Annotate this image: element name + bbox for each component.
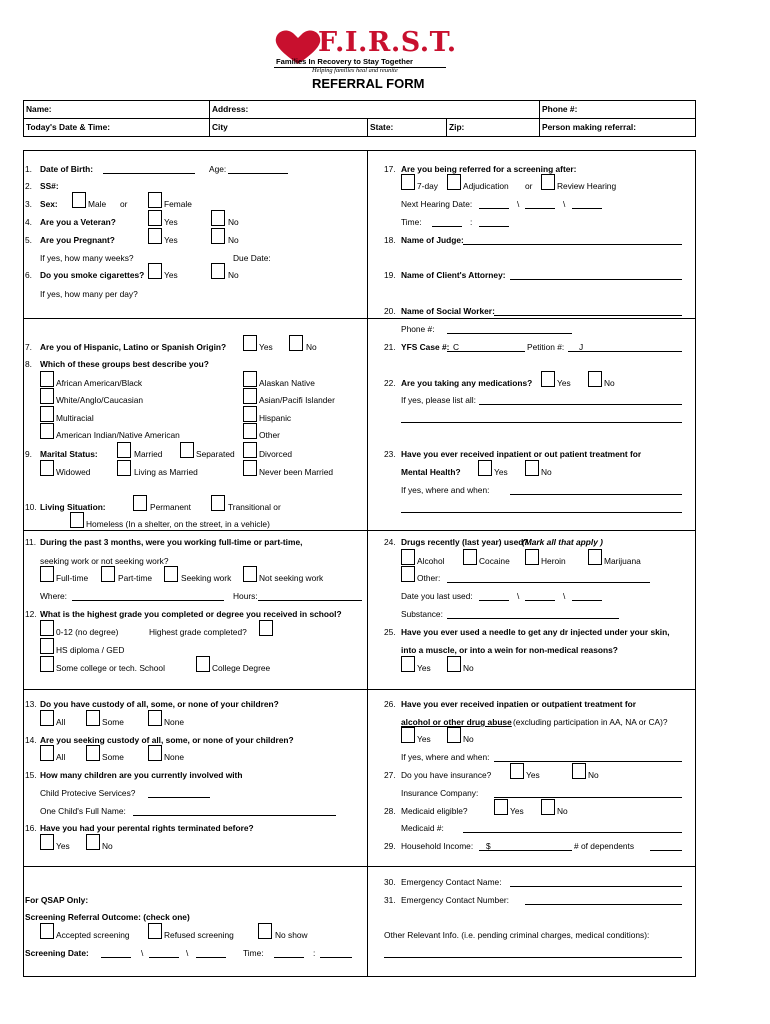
medicaid-label: Medicaid eligible? bbox=[401, 806, 468, 816]
form-title: REFERRAL FORM bbox=[312, 76, 425, 91]
other-info-label: Other Relevant Info. (i.e. pending criminal charges, medical conditions): bbox=[384, 930, 650, 940]
working-label: During the past 3 months, were you working full-time or part-time, bbox=[40, 537, 303, 547]
household-income-field[interactable] bbox=[479, 850, 572, 851]
no-show-checkbox[interactable] bbox=[258, 923, 272, 939]
edu-college-degree-checkbox[interactable] bbox=[196, 656, 210, 672]
dependents-label: # of dependents bbox=[574, 841, 635, 851]
weeks-label: If yes, how many weeks? bbox=[40, 253, 134, 263]
refused-screening-checkbox[interactable] bbox=[148, 923, 162, 939]
other-drug-checkbox[interactable] bbox=[401, 566, 415, 582]
drugs-label: Drugs recently (last year) used? bbox=[401, 537, 529, 547]
smoke-yes-checkbox[interactable] bbox=[148, 263, 162, 279]
section-divider-2 bbox=[23, 530, 696, 531]
phone-label: Phone #: bbox=[542, 104, 578, 114]
last-used-year-field[interactable] bbox=[572, 600, 602, 601]
custody-all-checkbox[interactable] bbox=[40, 710, 54, 726]
female-checkbox[interactable] bbox=[148, 192, 162, 208]
children-cps-label: How many children are you currently involved with bbox=[40, 770, 243, 780]
hearing-month-field[interactable] bbox=[479, 208, 509, 209]
edu-0-12-checkbox[interactable] bbox=[40, 620, 54, 636]
top-table-row-divider bbox=[23, 118, 696, 119]
dob-field[interactable] bbox=[103, 173, 195, 174]
hearing-year-field[interactable] bbox=[572, 208, 602, 209]
group-other-checkbox[interactable] bbox=[243, 423, 257, 439]
where-field[interactable] bbox=[72, 600, 224, 601]
dollar-sign: $ bbox=[486, 841, 491, 851]
screening-hour-field[interactable] bbox=[274, 957, 304, 958]
emergency-contact-number-field[interactable] bbox=[525, 904, 682, 905]
insurance-yes-checkbox[interactable] bbox=[510, 763, 524, 779]
petition-field[interactable] bbox=[568, 351, 682, 352]
insurance-company-label: Insurance Company: bbox=[401, 788, 479, 798]
custody-none-checkbox[interactable] bbox=[148, 710, 162, 726]
hours-label: Hours: bbox=[233, 591, 258, 601]
widowed-checkbox[interactable] bbox=[40, 460, 54, 476]
group-american-indian-checkbox[interactable] bbox=[40, 423, 54, 439]
person-referral-label: Person making referral: bbox=[542, 122, 637, 132]
custody-some-checkbox[interactable] bbox=[86, 710, 100, 726]
marital-label: Marital Status: bbox=[40, 449, 98, 459]
cps-count-field[interactable] bbox=[148, 797, 210, 798]
homeless-checkbox[interactable] bbox=[70, 512, 84, 528]
living-as-married-checkbox[interactable] bbox=[117, 460, 131, 476]
drugs-note: (Mark all that apply ) bbox=[522, 537, 603, 547]
logo-text: F.I.R.S.T. bbox=[318, 27, 457, 58]
edu-some-college-checkbox[interactable] bbox=[40, 656, 54, 672]
other-info-field[interactable] bbox=[384, 957, 682, 958]
veteran-no-checkbox[interactable] bbox=[211, 210, 225, 226]
attorney-label: Name of Client's Attorney: bbox=[401, 270, 506, 280]
transitional-checkbox[interactable] bbox=[211, 495, 225, 511]
separated-checkbox[interactable] bbox=[180, 442, 194, 458]
medicaid-yes-checkbox[interactable] bbox=[494, 799, 508, 815]
address-label: Address: bbox=[212, 104, 249, 114]
due-date-label: Due Date: bbox=[233, 253, 271, 263]
social-worker-field[interactable] bbox=[494, 315, 682, 316]
mh-where-when-field-1[interactable] bbox=[510, 494, 682, 495]
petition-prefix: J bbox=[579, 342, 584, 352]
section-divider-3 bbox=[23, 689, 696, 690]
screening-day-field[interactable] bbox=[149, 957, 179, 958]
medications-label: Are you taking any medications? bbox=[401, 378, 533, 388]
dependents-field[interactable] bbox=[650, 850, 682, 851]
seeking-custody-label: Are you seeking custody of all, some, or none of your children? bbox=[40, 735, 294, 745]
insurance-label: Do you have insurance? bbox=[401, 770, 492, 780]
emergency-contact-number-label: Emergency Contact Number: bbox=[401, 895, 509, 905]
city-label: City bbox=[212, 122, 228, 132]
alcohol-checkbox[interactable] bbox=[401, 549, 415, 565]
substance-treatment-label: Have you ever received inpatien or outpatient treatment for bbox=[401, 699, 637, 709]
screening-date-label: Screening Date: bbox=[25, 948, 89, 958]
screening-time-label: Time: bbox=[243, 948, 264, 958]
insurance-company-field[interactable] bbox=[494, 797, 682, 798]
date-time-label: Today's Date & Time: bbox=[26, 122, 111, 132]
mental-health-yes-checkbox[interactable] bbox=[478, 460, 492, 476]
household-income-label: Household Income: bbox=[401, 841, 474, 851]
group-asian-checkbox[interactable] bbox=[243, 388, 257, 404]
last-used-day-field[interactable] bbox=[525, 600, 555, 601]
seeking-none-checkbox[interactable] bbox=[148, 745, 162, 761]
smoke-no-checkbox[interactable] bbox=[211, 263, 225, 279]
seeking-some-checkbox[interactable] bbox=[86, 745, 100, 761]
accepted-screening-checkbox[interactable] bbox=[40, 923, 54, 939]
seeking-work-checkbox[interactable] bbox=[164, 566, 178, 582]
alcohol-drug-abuse-label: alcohol or other drug abuse bbox=[401, 717, 512, 727]
where-label: Where: bbox=[40, 591, 67, 601]
group-hispanic-checkbox[interactable] bbox=[243, 406, 257, 422]
hearing-day-field[interactable] bbox=[525, 208, 555, 209]
social-worker-label: Name of Social Worker: bbox=[401, 306, 495, 316]
permanent-checkbox[interactable] bbox=[133, 495, 147, 511]
age-field[interactable] bbox=[228, 173, 288, 174]
zip-label: Zip: bbox=[449, 122, 465, 132]
section-divider-4 bbox=[23, 866, 696, 867]
pregnant-no-checkbox[interactable] bbox=[211, 228, 225, 244]
group-alaskan-native-checkbox[interactable] bbox=[243, 371, 257, 387]
screening-year-field[interactable] bbox=[196, 957, 226, 958]
edu-hs-diploma-checkbox[interactable] bbox=[40, 638, 54, 654]
next-hearing-label: Next Hearing Date: bbox=[401, 199, 473, 209]
hearing-time-label: Time: bbox=[401, 217, 422, 227]
hispanic-no-checkbox[interactable] bbox=[289, 335, 303, 351]
custody-label: Do you have custody of all, some, or none of your children? bbox=[40, 699, 279, 709]
hours-field[interactable] bbox=[258, 600, 362, 601]
married-checkbox[interactable] bbox=[117, 442, 131, 458]
treatment-label: Have you ever received inpatient or out patient treatment for bbox=[401, 449, 642, 459]
sw-phone-label: Phone #: bbox=[401, 324, 435, 334]
medications-list-field-1[interactable] bbox=[479, 404, 682, 405]
sex-label: Sex: bbox=[40, 199, 58, 209]
hispanic-label: Are you of Hispanic, Latino or Spanish Origin? bbox=[40, 342, 227, 352]
logo-subtagline: Helping families heal and reunite bbox=[312, 67, 398, 74]
divorced-checkbox[interactable] bbox=[243, 442, 257, 458]
part-time-checkbox[interactable] bbox=[101, 566, 115, 582]
mental-health-no-checkbox[interactable] bbox=[525, 460, 539, 476]
medications-yes-checkbox[interactable] bbox=[541, 371, 555, 387]
outcome-label: Screening Referral Outcome: (check one) bbox=[25, 912, 190, 922]
emergency-contact-name-label: Emergency Contact Name: bbox=[401, 877, 502, 887]
mental-health-label: Mental Health? bbox=[401, 467, 461, 477]
per-day-label: If yes, how many per day? bbox=[40, 289, 138, 299]
needle-label: Have you ever used a needle to get any dr injected under your skin, bbox=[401, 627, 670, 637]
education-label: What is the highest grade you completed or degree you received in school? bbox=[40, 609, 342, 619]
rights-no-checkbox[interactable] bbox=[86, 834, 100, 850]
pregnant-yes-checkbox[interactable] bbox=[148, 228, 162, 244]
substance-label: Substance: bbox=[401, 609, 443, 619]
date-last-used-label: Date you last used: bbox=[401, 591, 473, 601]
needle-no-checkbox[interactable] bbox=[447, 656, 461, 672]
treatment-where-when-field[interactable] bbox=[494, 761, 682, 762]
hearing-minute-field[interactable] bbox=[479, 226, 509, 227]
group-multiracial-checkbox[interactable] bbox=[40, 406, 54, 422]
cocaine-checkbox[interactable] bbox=[463, 549, 477, 565]
state-label: State: bbox=[370, 122, 394, 132]
dob-label: Date of Birth: bbox=[40, 164, 94, 174]
age-label: Age: bbox=[209, 164, 227, 174]
logo-tagline: Families In Recovery to Stay Together bbox=[276, 57, 414, 66]
never-married-checkbox[interactable] bbox=[243, 460, 257, 476]
hearing-hour-field[interactable] bbox=[432, 226, 462, 227]
parental-rights-label: Have you had your perental rights terminated before? bbox=[40, 823, 254, 833]
other-drug-field[interactable] bbox=[447, 582, 650, 583]
group-african-american-checkbox[interactable] bbox=[40, 371, 54, 387]
adjudication-checkbox[interactable] bbox=[447, 174, 461, 190]
child-name-field[interactable] bbox=[133, 815, 336, 816]
group-white-checkbox[interactable] bbox=[40, 388, 54, 404]
needle-yes-checkbox[interactable] bbox=[401, 656, 415, 672]
medications-no-checkbox[interactable] bbox=[588, 371, 602, 387]
not-seeking-work-checkbox[interactable] bbox=[243, 566, 257, 582]
screening-month-field[interactable] bbox=[101, 957, 131, 958]
screening-after-label: Are you being referred for a screening after: bbox=[401, 164, 577, 174]
judge-field[interactable] bbox=[463, 244, 682, 245]
list-all-label: If yes, please list all: bbox=[401, 395, 476, 405]
pregnant-label: Are you Pregnant? bbox=[40, 235, 115, 245]
groups-label: Which of these groups best describe you? bbox=[40, 359, 209, 369]
column-divider bbox=[367, 150, 368, 977]
ssn-label: SS#: bbox=[40, 181, 59, 191]
hispanic-yes-checkbox[interactable] bbox=[243, 335, 257, 351]
name-label: Name: bbox=[26, 104, 52, 114]
mh-where-when-field-2[interactable] bbox=[401, 512, 682, 513]
sw-phone-field[interactable] bbox=[447, 333, 572, 334]
judge-label: Name of Judge: bbox=[401, 235, 464, 245]
mh-where-when-label: If yes, where and when: bbox=[401, 485, 490, 495]
substance-field[interactable] bbox=[447, 618, 619, 619]
veteran-label: Are you a Veteran? bbox=[40, 217, 116, 227]
male-checkbox[interactable] bbox=[72, 192, 86, 208]
medicaid-number-field[interactable] bbox=[463, 832, 682, 833]
yfs-case-label: YFS Case #: bbox=[401, 342, 450, 352]
yfs-case-field[interactable] bbox=[447, 351, 525, 352]
attorney-field[interactable] bbox=[510, 279, 682, 280]
treatment-where-when-label: If yes, where and when: bbox=[401, 752, 490, 762]
veteran-yes-checkbox[interactable] bbox=[148, 210, 162, 226]
insurance-no-checkbox[interactable] bbox=[572, 763, 586, 779]
smoke-label: Do you smoke cigarettes? bbox=[40, 270, 145, 280]
medications-list-field-2[interactable] bbox=[401, 422, 682, 423]
qsap-label: For QSAP Only: bbox=[25, 895, 89, 905]
section-divider-1 bbox=[23, 318, 696, 319]
highest-grade-box[interactable] bbox=[259, 620, 273, 636]
living-situation-label: Living Situation: bbox=[40, 502, 106, 512]
abuse-treatment-no-checkbox[interactable] bbox=[447, 727, 461, 743]
emergency-contact-name-field[interactable] bbox=[510, 886, 682, 887]
screening-minute-field[interactable] bbox=[320, 957, 352, 958]
full-time-checkbox[interactable] bbox=[40, 566, 54, 582]
last-used-month-field[interactable] bbox=[479, 600, 509, 601]
review-hearing-checkbox[interactable] bbox=[541, 174, 555, 190]
abuse-treatment-yes-checkbox[interactable] bbox=[401, 727, 415, 743]
heroin-checkbox[interactable] bbox=[525, 549, 539, 565]
rights-yes-checkbox[interactable] bbox=[40, 834, 54, 850]
petition-label: Petition #: bbox=[527, 342, 565, 352]
medicaid-number-label: Medicaid #: bbox=[401, 823, 444, 833]
case-prefix: C bbox=[453, 342, 460, 352]
seven-day-checkbox[interactable] bbox=[401, 174, 415, 190]
marijuana-checkbox[interactable] bbox=[588, 549, 602, 565]
medicaid-no-checkbox[interactable] bbox=[541, 799, 555, 815]
seeking-all-checkbox[interactable] bbox=[40, 745, 54, 761]
